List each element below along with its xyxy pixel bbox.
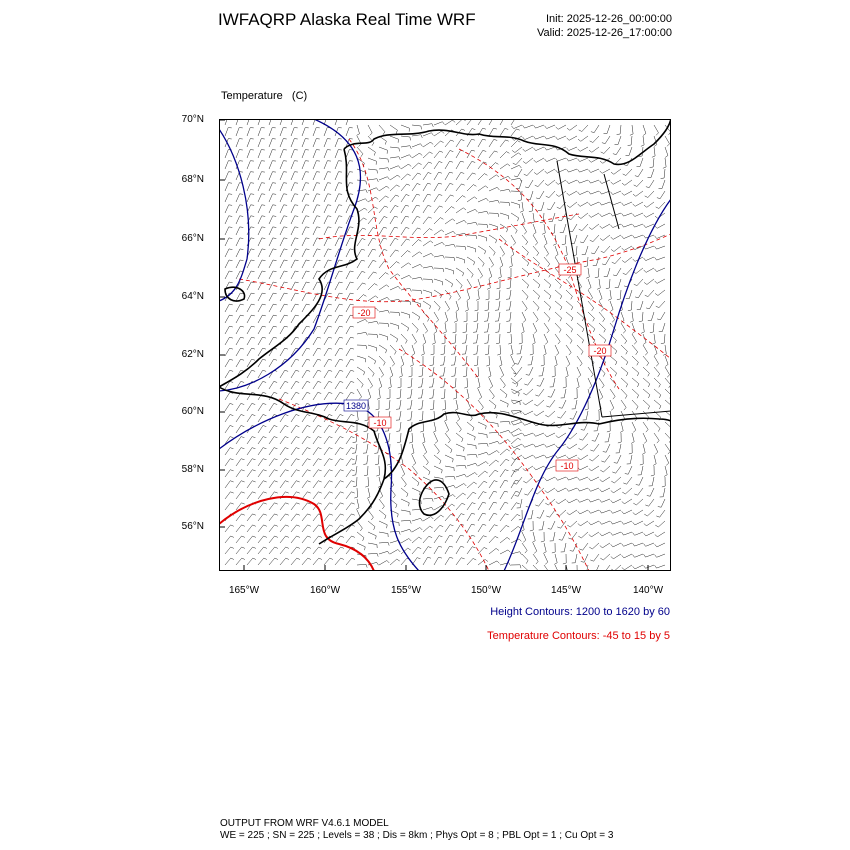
lat-label-60: 60°N: [181, 406, 204, 417]
height-label: 1380: [345, 401, 367, 411]
lat-label-66: 66°N: [181, 233, 204, 244]
lat-label-64: 64°N: [181, 291, 204, 302]
model-footer-line2: WE = 225 ; SN = 225 ; Levels = 38 ; Dis = 8km ; Phys Opt = 8 ; PBL Opt = 1 ; Cu Opt = 3: [220, 830, 614, 841]
lat-label-58: 58°N: [181, 464, 204, 475]
lon-label-155: 155°W: [390, 585, 422, 596]
height-contour-legend: Height Contours: 1200 to 1620 by 60: [490, 606, 670, 618]
temperature-label: -10: [560, 461, 574, 471]
temperature-label: -25: [563, 265, 577, 275]
lon-label-150: 150°W: [470, 585, 502, 596]
init-time: Init: 2025-12-26_00:00:00: [546, 13, 672, 25]
temperature-label: -20: [593, 346, 607, 356]
lon-label-165: 165°W: [228, 585, 260, 596]
lon-label-160: 160°W: [309, 585, 341, 596]
lon-label-140: 140°W: [632, 585, 664, 596]
model-footer-line1: OUTPUT FROM WRF V4.6.1 MODEL: [220, 818, 389, 829]
lat-label-68: 68°N: [181, 174, 204, 185]
forecast-map: [219, 119, 671, 571]
field-temperature: Temperature (C): [221, 90, 308, 102]
lat-label-62: 62°N: [181, 349, 204, 360]
lat-label-56: 56°N: [181, 521, 204, 532]
temperature-label: -10: [373, 418, 387, 428]
lon-label-145: 145°W: [550, 585, 582, 596]
valid-time: Valid: 2025-12-26_17:00:00: [537, 27, 672, 39]
temperature-contour-legend: Temperature Contours: -45 to 15 by 5: [487, 630, 670, 642]
lat-label-70: 70°N: [181, 114, 204, 125]
plot-title: IWFAQRP Alaska Real Time WRF: [218, 10, 476, 29]
temperature-label: -20: [357, 308, 371, 318]
